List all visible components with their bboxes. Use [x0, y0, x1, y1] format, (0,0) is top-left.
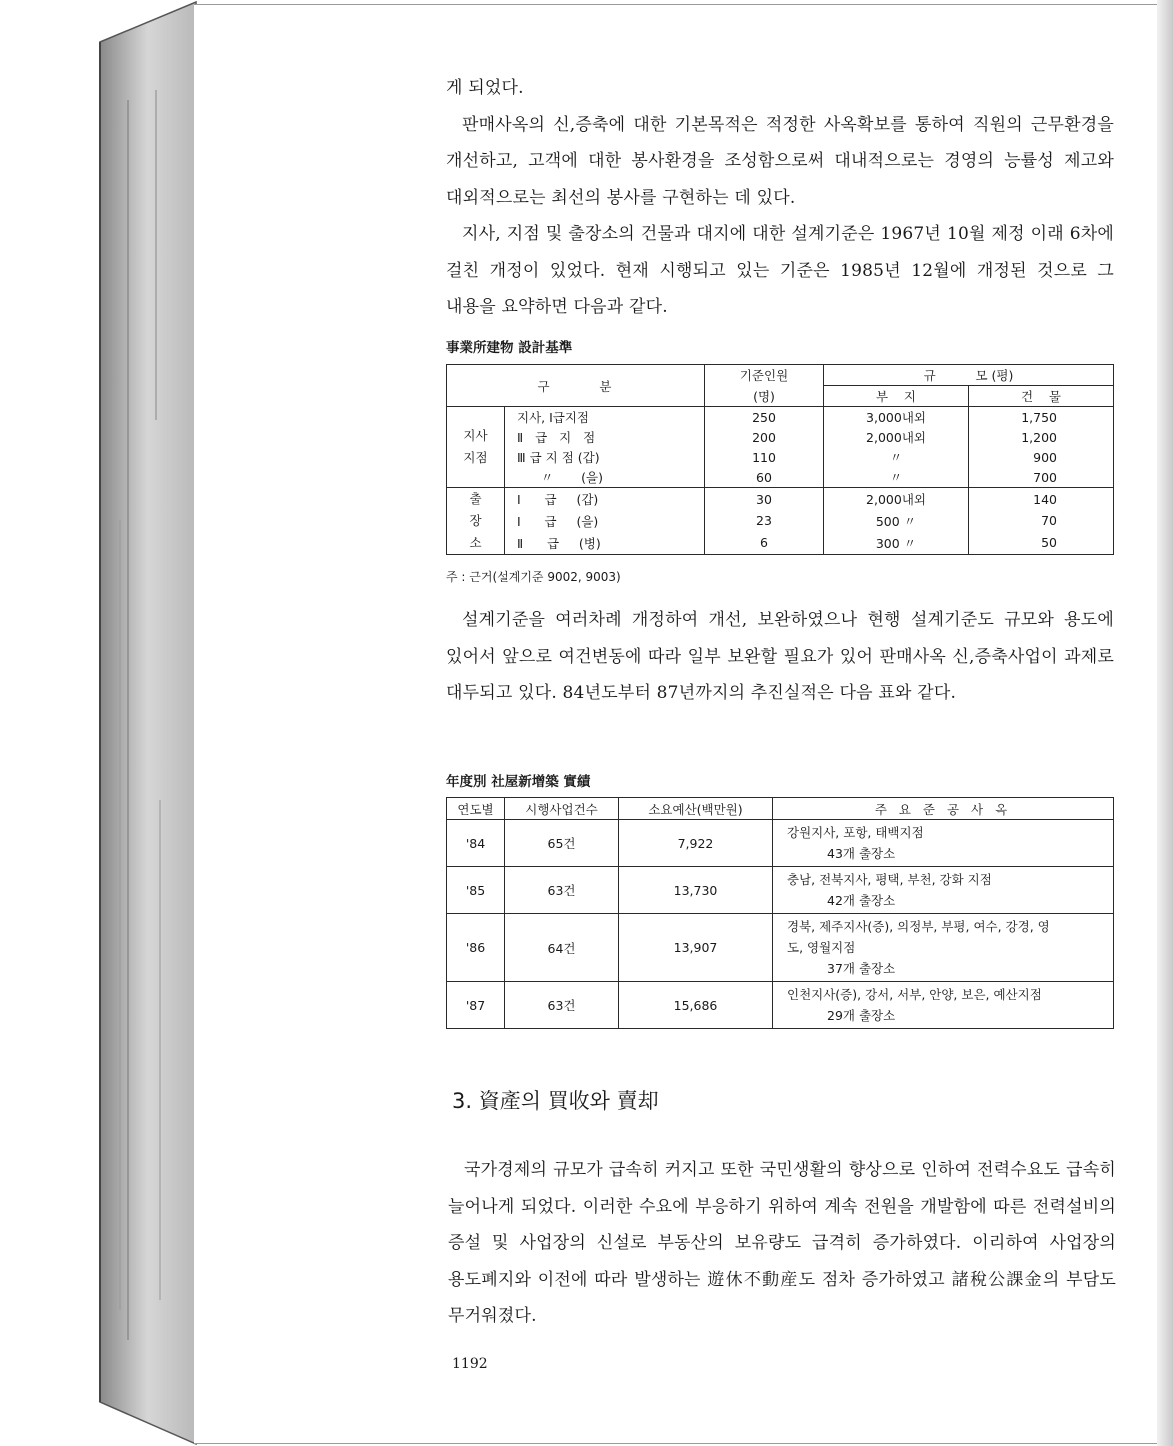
- row-name: 〃 (을): [505, 467, 705, 488]
- row-building: 50: [969, 532, 1114, 555]
- row-staff: 200: [705, 427, 824, 447]
- row-name: Ⅲ 급 지 점 (갑): [505, 447, 705, 467]
- intro-section: [446, 70, 1114, 326]
- group-label-line: 소: [469, 535, 482, 550]
- row-projects: [773, 820, 1114, 867]
- row-building: 1,750: [969, 407, 1114, 428]
- row-projects: [773, 867, 1114, 914]
- row-count: 65건: [505, 820, 619, 867]
- yearly-results-table-wrap: [446, 797, 1114, 1029]
- row-staff: 60: [705, 467, 824, 488]
- row-site: 〃: [824, 447, 969, 467]
- mid-paragraph: 설계기준을 여러차례 개정하여 개선, 보완하였으나 현행 설계기준도 규모와 용도에 있어서 앞으로 여건변동에 따라 일부 보완할 필요가 있어 판매사옥 신,증축사업이 과제로 대두되고 있다. 84년도부터 87년까지의 추진실적은 다음 표와 같다.: [446, 610, 1114, 703]
- intro-paragraph-3: 지사, 지점 및 출장소의 건물과 대지에 대한 설계기준은 1967년 10월 제정 이래 6차에 걸친 개정이 있었다. 현재 시행되고 있는 기준은 1985년 12월에 개정된 것으로 그 내용을 요약하면 다음과 같다.: [446, 224, 1114, 317]
- group-label-line: 출: [469, 491, 482, 506]
- row-name: Ⅱ 급 (병): [505, 532, 705, 555]
- row-budget: 13,730: [619, 867, 773, 914]
- project-line: 인천지사(증), 강서, 서부, 안양, 보은, 예산지점: [787, 987, 1042, 1002]
- row-staff: 30: [705, 488, 824, 511]
- row-site: 2,000내외: [824, 427, 969, 447]
- row-staff: 6: [705, 532, 824, 555]
- row-building: 70: [969, 510, 1114, 532]
- group-label-branch: [447, 407, 505, 488]
- row-staff: 110: [705, 447, 824, 467]
- section-heading: 3. 資產의 買收와 賣却: [452, 1089, 659, 1113]
- page-number-block: [452, 1356, 1120, 1372]
- group-label-line: 지점: [463, 450, 488, 465]
- header-staff-unit: (명): [705, 386, 824, 407]
- row-building: 1,200: [969, 427, 1114, 447]
- table1-caption: 事業所建物 設計基準: [446, 340, 573, 356]
- header-count: 시행사업건수: [505, 798, 619, 820]
- office-count: 29개 출장소: [827, 1008, 896, 1023]
- header-budget: 소요예산(백만원): [619, 798, 773, 820]
- section-heading-block: [452, 1085, 1120, 1115]
- group-label-office: [447, 488, 505, 555]
- header-site: 부 지: [824, 386, 969, 407]
- design-standards-table: [446, 364, 1114, 555]
- row-year: '87: [447, 982, 505, 1029]
- row-budget: 15,686: [619, 982, 773, 1029]
- page-number: 1192: [452, 1356, 488, 1372]
- table2-caption: 年度別 社屋新增築 實績: [446, 774, 591, 790]
- table1-note-block: [446, 568, 1114, 585]
- row-year: '86: [447, 914, 505, 982]
- row-year: '84: [447, 820, 505, 867]
- row-name: 지사, Ⅰ급지점: [505, 407, 705, 428]
- page-right-shadow: [1157, 0, 1173, 1446]
- header-division: 구 분: [447, 365, 705, 407]
- yearly-results-block: [446, 770, 1114, 790]
- row-name: Ⅰ 급 (갑): [505, 488, 705, 511]
- row-staff: 250: [705, 407, 824, 428]
- row-building: 900: [969, 447, 1114, 467]
- group-label-line: 장: [469, 513, 482, 528]
- row-site: 3,000내외: [824, 407, 969, 428]
- project-line: 도, 영월지점: [787, 940, 856, 955]
- row-projects: [773, 914, 1114, 982]
- row-site: 300 〃: [824, 532, 969, 555]
- design-standards-block: [446, 336, 1114, 356]
- design-standards-table-wrap: [446, 364, 1114, 555]
- project-line: 강원지사, 포항, 태백지점: [787, 825, 924, 840]
- intro-paragraph-1: 게 되었다.: [446, 78, 524, 98]
- office-count: 43개 출장소: [827, 846, 896, 861]
- intro-paragraph-2: 판매사옥의 신,증축에 대한 기본목적은 적정한 사옥확보를 통하여 직원의 근무환경을 개선하고, 고객에 대한 봉사환경을 조성함으로써 대내적으로는 경영의 능률성 제고와 대외적으로는 최선의 봉사를 구현하는 데 있다.: [446, 114, 1114, 208]
- row-projects: [773, 982, 1114, 1029]
- table1-note: 주 : 근거(설계기준 9002, 9003): [446, 570, 621, 584]
- row-year: '85: [447, 867, 505, 914]
- group-label-line: 지사: [463, 428, 488, 443]
- header-staff: 기준인원: [705, 365, 824, 386]
- row-budget: 13,907: [619, 914, 773, 982]
- row-count: 64건: [505, 914, 619, 982]
- header-building: 건 물: [969, 386, 1114, 407]
- yearly-results-table: [446, 797, 1114, 1029]
- row-budget: 7,922: [619, 820, 773, 867]
- row-staff: 23: [705, 510, 824, 532]
- row-name: Ⅱ 급 지 점: [505, 427, 705, 447]
- section-body: [448, 1152, 1116, 1335]
- row-building: 700: [969, 467, 1114, 488]
- row-site: 500 〃: [824, 510, 969, 532]
- project-line: 충남, 전북지사, 평택, 부천, 강화 지점: [787, 872, 992, 887]
- project-line: 경북, 제주지사(증), 의정부, 부평, 여수, 강경, 영: [787, 919, 1050, 934]
- book-page-edges: [0, 0, 200, 1446]
- mid-section: [446, 602, 1114, 712]
- row-site: 〃: [824, 467, 969, 488]
- row-building: 140: [969, 488, 1114, 511]
- office-count: 37개 출장소: [827, 961, 896, 976]
- header-projects: 주 요 준 공 사 옥: [773, 798, 1114, 820]
- section-paragraph: 국가경제의 규모가 급속히 커지고 또한 국민생활의 향상으로 인하여 전력수요도 급속히 늘어나게 되었다. 이러한 수요에 부응하기 위하여 계속 전원을 개발함에 따른 전력설비의 증설 및 사업장의 신설로 부동산의 보유량도 급격히 증가하였다. 이리하여 사업장의 용도폐지와 이전에 따라 발생하는 遊休不動産도 점차 증가하였고 諸稅公課金의 부담도 무거워졌다.: [448, 1160, 1116, 1326]
- row-name: Ⅰ 급 (을): [505, 510, 705, 532]
- header-scale: 규 모 (평): [824, 365, 1114, 386]
- office-count: 42개 출장소: [827, 893, 896, 908]
- header-year: 연도별: [447, 798, 505, 820]
- row-count: 63건: [505, 982, 619, 1029]
- row-count: 63건: [505, 867, 619, 914]
- row-site: 2,000내외: [824, 488, 969, 511]
